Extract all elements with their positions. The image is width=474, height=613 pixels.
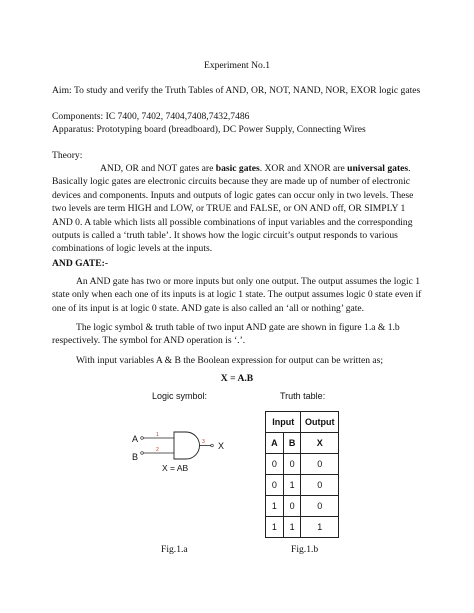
gate-equation: X = AB [162, 463, 189, 473]
theory-lead-1: AND, OR and NOT gates are [100, 163, 216, 174]
output-x-label: X [218, 441, 225, 451]
cell-a: 0 [266, 454, 284, 475]
truth-table-column-header [266, 433, 339, 454]
and-gate-paragraph-1 [52, 275, 424, 315]
theory-line: two levels are term HIGH and LOW, or TRUE and FALSE, or ON AND off, OR SIMPLY 1 [52, 203, 406, 215]
aim-line: Aim: To study and verify the Truth Tables of AND, OR, NOT, NAND, NOR, EXOR logic gates [52, 85, 421, 96]
and-gate-line: With input variables A & B the Boolean expression for output can be written as; [76, 355, 384, 366]
table-row [266, 475, 339, 496]
and-gate-line: respectively. The symbol for AND operation is ‘.’. [52, 335, 246, 347]
cell-a: 0 [266, 475, 284, 496]
cell-x: 0 [301, 454, 339, 475]
table-row [266, 496, 339, 517]
table-row [266, 454, 339, 475]
basic-gates-term: basic gates [215, 163, 260, 174]
theory-line: combinations of logic levels at the inputs. [52, 243, 213, 255]
cell-b: 1 [283, 517, 301, 538]
and-gate-body [174, 432, 200, 459]
pin-1-label: 1 [156, 432, 159, 438]
output-terminal [211, 444, 214, 447]
and-gate-heading: AND GATE:- [52, 258, 109, 269]
boolean-expression: X = A.B [220, 373, 254, 384]
theory-heading: Theory: [52, 150, 83, 161]
theory-paragraph [52, 162, 424, 256]
truth-table-group-header [266, 412, 339, 433]
theory-line: devices and components. Inputs and outputs of logic gates can occur only in two levels. These [52, 189, 414, 201]
and-gate-paragraph-2 [52, 321, 424, 348]
theory-first-line [52, 162, 424, 175]
universal-gates-term: universal gates [347, 163, 409, 174]
input-b-terminal [141, 452, 144, 455]
logic-symbol-label: Logic symbol: [152, 391, 208, 401]
theory-line: AND 0. A table which lists all possible combinations of input variables and the corresponding [52, 216, 413, 228]
cell-a: 1 [266, 496, 284, 517]
cell-a: 1 [266, 517, 284, 538]
pin-3-label: 3 [202, 439, 205, 445]
theory-line: Basically logic gates are electronic circuits because they are made up of number of electronic [52, 176, 411, 188]
input-a-label: A [132, 434, 139, 444]
output-group-header: Output [301, 412, 339, 433]
column-a-header: A [266, 433, 284, 454]
experiment-title: Experiment No.1 [203, 60, 271, 71]
fig-1a-caption: Fig.1.a [161, 544, 188, 555]
and-gate-line: The logic symbol & truth table of two input AND gate are shown in figure 1.a & 1.b [76, 322, 400, 333]
components-line: Components: IC 7400, 7402, 7404,7408,7432,7486 [52, 111, 250, 122]
truth-table [265, 411, 339, 538]
cell-x: 0 [301, 475, 339, 496]
and-gate-line: one of its input is at logic 0 state. AND gate is also called an ‘all or nothing’ gate. [52, 302, 365, 314]
input-group-header: Input [266, 412, 301, 433]
column-b-header: B [283, 433, 301, 454]
apparatus-line: Apparatus: Prototyping board (breadboard), DC Power Supply, Connecting Wires [52, 124, 366, 135]
column-x-header: X [301, 433, 339, 454]
theory-lead-2: . XOR and XNOR are [259, 163, 348, 174]
truth-table-label: Truth table: [280, 391, 326, 401]
cell-b: 1 [283, 475, 301, 496]
theory-line: outputs is called a ‘truth table’. It shows how the logic circuit’s output responds to various [52, 230, 398, 242]
pin-2-label: 2 [156, 447, 159, 453]
cell-x: 0 [301, 496, 339, 517]
input-a-terminal [141, 437, 144, 440]
fig-1b-caption: Fig.1.b [291, 544, 319, 555]
input-b-label: B [132, 452, 139, 462]
cell-x: 1 [301, 517, 339, 538]
and-gate-symbol [128, 420, 240, 480]
and-gate-line: state only when each one of its inputs is at logic 1 state. The output assumes logic 0 state even if [52, 289, 422, 301]
cell-b: 0 [283, 454, 301, 475]
theory-lead-3: . [408, 163, 411, 174]
and-gate-paragraph-3 [52, 354, 424, 367]
and-gate-line: An AND gate has two or more inputs but only one output. The output assumes the logic 1 [76, 276, 421, 287]
table-row [266, 517, 339, 538]
cell-b: 0 [283, 496, 301, 517]
